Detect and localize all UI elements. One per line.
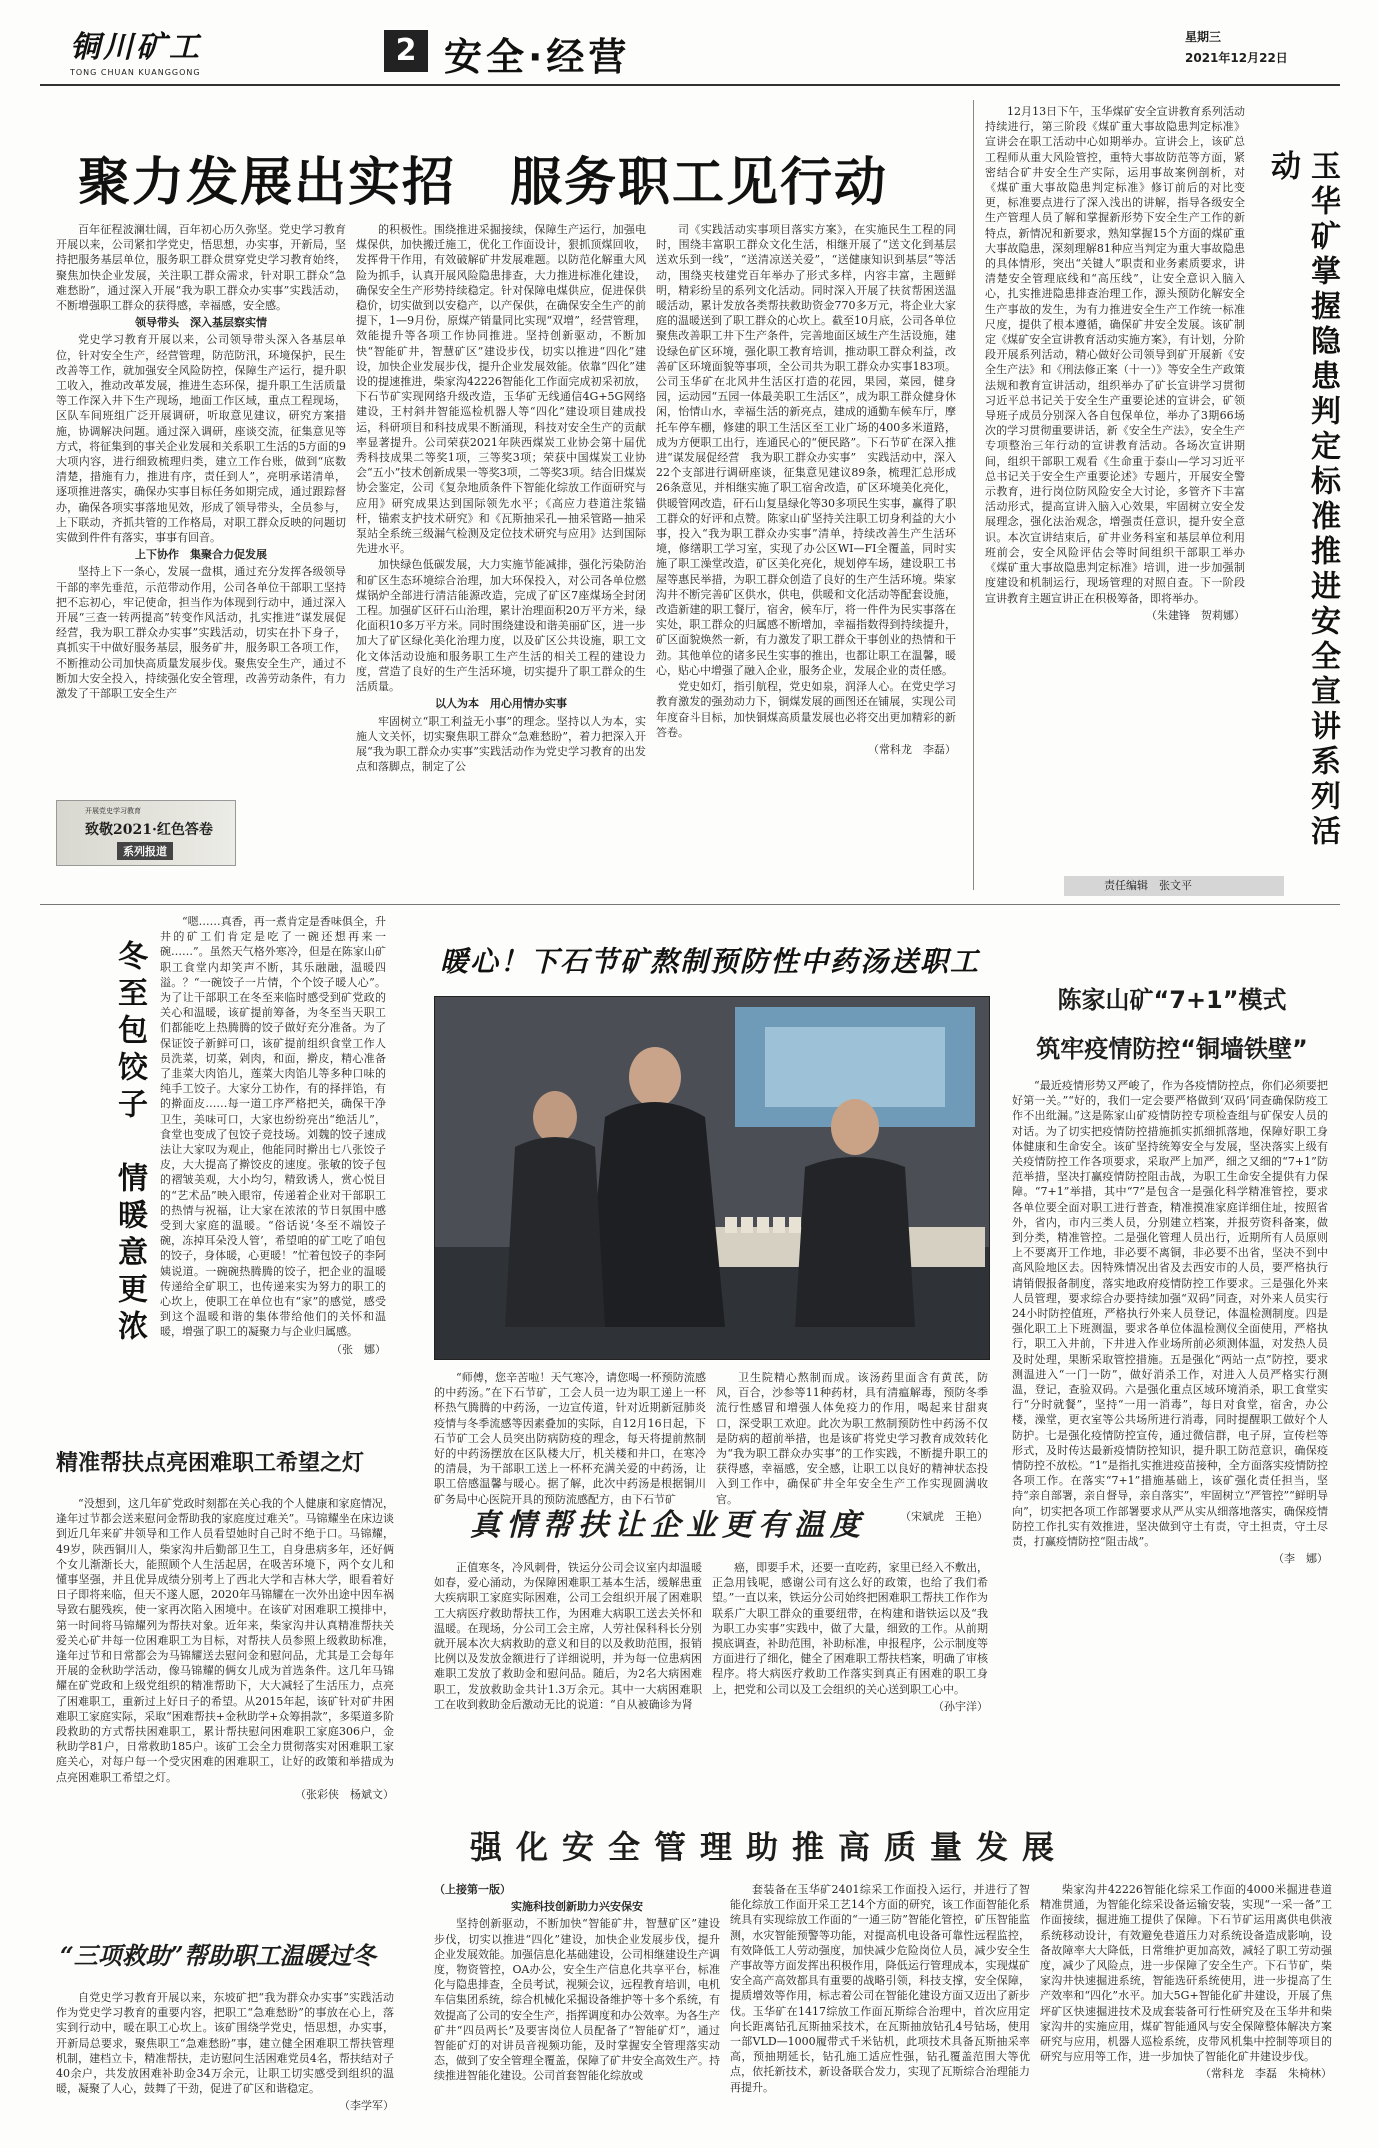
bottom-column-3 bbox=[1040, 1882, 1332, 2138]
bottom-para-2: 套装备在玉华矿2401综采工作面投入运行，并进行了智能化综放工作面开采工艺14个方面的研究，该工作面智能化系统具有实现综放工作面的“一通三防”智能化管控，矿压智能监测，水灾智能预警等功能，对提高机电设备可靠性远程监控，有效降低工人劳动强度，加快减少危险岗位人员，减少安全生产事故等方面发挥出积极作用，降低运行管理成本，实现煤矿安全高产高效都具有重要的战略引领，科技支撑，安全保障，提质增效等作用，标志着公司在智能化建设方面又迈出了新步伐。玉华矿在1417综放工作面瓦斯综合治理中，首次应用定向长距离钻孔瓦斯抽采技术，在瓦斯抽放钻孔4号钻场，使用一部VLD—1000履带式千米钻机，此项技术具备瓦斯抽采率高，预抽期延长，钻孔施工适应性强，钻孔覆盖范围大等优点，依托新技术，新设备联合发力，实现了瓦斯综合治理能力再提升。 bbox=[730, 1883, 1030, 2094]
three-para: 自党史学习教育开展以来，东坡矿把“我为群众办实事”实践活动作为党史学习教育的重要内容，把职工“急难愁盼”的事放在心上，落实到行动中，暖在职工心坎上。该矿围绕学党史，悟思想，办实事，开新局总要求，聚焦职工“急难愁盼”事，建立健全困难职工帮扶管理机制，建档立卡，精准帮扶，走访慰问生活困难党员4名，帮扶结对子40余户，共发放困难补助金34万余元，让职工切实感受到组织的温暖，凝聚了人心，鼓舞了干劲，促进了矿区和谐稳定。 bbox=[56, 1991, 394, 2096]
lead-intro: 百年征程波澜壮阔，百年初心历久弥坚。党史学习教育开展以来，公司紧扣学党史，悟思想，办实事，开新局，坚持把服务基层单位，服务职工群众贯穿党史学习教育始终，聚焦加快企业发展，关注职工群众需求，针对职工群众“急难愁盼”，通过深入开展“我为职工群众办实事”实践活动，不断增强职工群众的获得感，幸福感，安全感。 bbox=[56, 223, 346, 313]
lead-subheading-1: 领导带头 深入基层察实情 bbox=[135, 316, 267, 330]
lead-column-1 bbox=[56, 222, 346, 702]
medicine-photo-scene bbox=[435, 997, 990, 1360]
lead-para-5: 牢固树立“职工利益无小事”的理念。坚持以人为本，实施人文关怀，切实聚焦职工群众“急难愁盼”，着力把深入开展“我为职工群众办实事”实践活动作为党史学习教育的出发点和落脚点，制定了公 bbox=[356, 714, 646, 774]
lead-para-2: 坚持上下一条心，发展一盘棋，通过充分发挥各级领导干部的率先垂范，示范带动作用，公司各单位干部职工坚持把不忘初心，牢记使命，担当作为体现到行动中，通过深入开展“三查一转两提高”转变作风活动，扎实推进“谋发展促经营，我为职工群众办实事”实践活动，切实在扑下身子，真抓实干中做好服务基层，服务矿井，服务职工各项工作，不断推动公司加快高质量发展步伐。聚焦安全生产，通过不断加大安全投入，持续强化安全管理，改善劳动条件，有力激发了干部职工安全生产 bbox=[56, 565, 346, 701]
dumplings-headline: 冬至包饺子 情暖意更浓 bbox=[112, 940, 147, 1347]
bottom-para-1: 坚持创新驱动，不断加快“智能矿井，智慧矿区”建设步伐，切实以推进“四化”建设，加快企业发展步伐，提升企业发展效能。加强信息化基础建设，公司相继建设生产调度，物资管控，OA办公，安全生产信息化共享平台，标准化与隐患排查，全员考试，视频会议，远程教育培训，电机车信集团系统，综合机械化采掘设备维护等十多个系统，有效提高了公司的安全生产，指挥调度和办公效率。为各生产矿井“四员两长”及要害岗位人员配备了“智能矿灯”，通过智能矿灯的对讲员音视频功能，及时掌握安全管理落实动态，做到了安全管理全覆盖，保障了矿井安全高效生产。持续推进智能化建设。公司首套智能化综放或 bbox=[434, 1917, 720, 2083]
issue-date: 2021年12月22日 bbox=[1185, 51, 1288, 65]
help-byline: （张彩侠 杨斌文） bbox=[295, 1787, 394, 1801]
editor-box bbox=[1064, 876, 1284, 896]
banner-sub-text: 系列报道 bbox=[117, 842, 173, 860]
lead-headline: 聚力发展出实招 服务职工见行动 bbox=[78, 152, 889, 213]
lead-para-6: 司《实践活动实事项目落实方案》，在实施民生工程的同时，围绕丰富职工群众文化生活，相继开展了“送文化到基层 送欢乐到一线”，“送清凉送关爱”，“送健康知识到基层”等活动，围绕夹枝建党百年举办了形式多样，内容丰富，主题鲜明，精彩纷呈的系列文化活动。同时深入开展了扶贫帮困送温暖活动，累计发放各类帮扶救助资金770多万元，将企业大家庭的温暖送到了职工群众的心坎上。截至10月底，公司各单位聚焦改善职工井下生产条件，完善地面区域生产生活设施，建设绿色矿区环境，强化职工教育培训，推动职工群众利益，改善矿区环境面貌等事项，全公司共为职工群众办实事183项。公司玉华矿在北风井生活区打造的花园，果园，菜园，健身园，运动园“五园一体最美职工生活区”，成为职工群众健身休闲，怡情山水，幸福生活的新亮点，建成的通勤车候车厅，摩托车停车棚，修建的职工生活区至工业广场的400多米道路，成为方便职工出行，连通民心的“便民路”。下石节矿在深入推进“谋发展促经营 我为职工群众办实事” 实践活动中，深入22个支部进行调研座谈，征集意见建议89条，梳理汇总形成26条意见，并相继实施了职工宿舍改造，矿区环境美化亮化，供暖管网改造，矸石山复垦绿化等30多项民生实事，赢得了职工群众的好评和点赞。陈家山矿坚持关注职工切身利益的大小事，投入“我为职工群众办实事”清单，持续改善生产生活环境，修缮职工学习室，实现了办公区WI—FI全覆盖，同时实施了职工澡堂改造，矿区美化亮化，规划停车场，建设职工书屋等惠民举措，为职工群众创造了良好的生产生活环境。柴家沟井不断完善矿区供水，供电，供暖和文化活动等配套设施，改造新建的职工餐厅，宿舍，候车厅，将一件件为民实事落在实处，职工群众的归属感不断增加，幸福指数得到持续提升，矿区面貌焕然一新，有力激发了职工群众干事创业的热情和干劲。其他单位的诸多民生实事的推出，也都让职工在温馨，暖心，贴心中增强了融入企业，服务企业，发展企业的责任感。 bbox=[656, 223, 967, 677]
banner-small-text: 开展党史学习教育 bbox=[85, 807, 141, 815]
lead-right-divider bbox=[973, 100, 974, 890]
lead-para-4: 加快绿色低碳发展，大力实施节能减排，强化污染防治和矿区生态环境综合治理，加大环保投入，对公司各单位燃煤锅炉全部进行清洁能源改造，完成了矿区7座煤场全封闭工程。加强矿区矸石山治理，累计治理面积20万平方米，绿化面积10多万平方米。同时围绕建设和谐美丽矿区，进一步加大了矿区绿化美化治理力度，以及矿区公共设施，职工文化文体活动设施和服务职工生产生活的相关工程的建设力度，营造了良好的生产生活环境，切实提升了职工群众的生活质量。 bbox=[356, 558, 646, 694]
chenjia-headline-block bbox=[1012, 980, 1332, 1064]
lead-para-3: 的积极性。围绕推进采掘接续，保障生产运行，加强电煤保供，加快搬迁施工，优化工作面设计，狠抓顶煤回收，发挥骨干作用，有效破解矿井发展难题。以防范化解重大风险为抓手，认真开展风险隐患排查，大力推进标准化建设，确保安全生产形势持续稳定。针对保障电煤供应，促进保供稳价，切实做到以安稳产，以产保供，在确保安全生产的前提下，1—9月份，原煤产销量同比实现“双增”，经营管理，效能提升等各项工作协同推进。坚持创新驱动，不断加快“智能矿井，智慧矿区”建设步伐，切实以推进“四化”建设，加快企业发展步伐，提升企业发展效能。依靠“四化”建设的提速推进，柴家沟42226智能化工作面完成初采初放，下石节矿实现网络升级改造，玉华矿无线通信4G+5G网络建设，王村斜井智能巡检机器人等“四化”建设项目建成投运，科研项目和科技成果不断涌现，科技对安全生产的贡献率显著提升。公司荣获2021年陕西煤炭工业协会第十届优秀科技成果二等奖1项，三等奖3项；荣获中国煤炭工业协会“五小”技术创新成果一等奖3项，二等奖3项。结合旧煤炭协会鉴定，公司《复杂地质条件下智能化综放工作面研究与应用》研究成果达到国际领先水平；《高应力巷道注浆锚杆，锚索支护技术研究》和《瓦斯抽采孔—抽采管路—抽采泵站全系统三级漏气检测及定位技术研究与应用》达到国际先进水平。 bbox=[356, 223, 646, 556]
masthead-logo-block bbox=[70, 22, 270, 77]
yuhua-headline: 玉华矿掌握隐患判定标准推进安全宣讲系列活动 bbox=[1265, 150, 1340, 850]
sincere-body-left bbox=[434, 1560, 702, 1713]
sincere-para-1: 正值寒冬，冷风刺骨，铁运分公司会议室内却温暖如春，爱心涌动，为保障困难职工基本生活，缓解患重大疾病职工家庭实际困难，公司工会组织开展了困难职工大病医疗救助帮扶工作，为困难大病职工送去关怀和温暖。在现场，分公司工会主席，人劳社保科科长分别就开展本次大病救助的意义和目的以及救助范围，报销比例以及发放金额进行了详细说明，并为每一位患病困难职工发放了救助金和慰问品。随后，为2名大病困难职工，发放救助金共计1.3万余元。其中一大病困难职工在收到救助金后激动无比的说道：“自从被确诊为肾 bbox=[434, 1561, 702, 1711]
medicine-para-1: “师傅，您辛苦啦！天气寒冷，请您喝一杯预防流感的中药汤。”在下石节矿，工会人员一边为职工递上一杯杯热气腾腾的中药汤，一边宣传道，针对近期新冠肺炎疫情与冬季流感等因素叠加的实际，自12月16日起，下石节矿工会人员突出防病防疫的理念，每天将提前熬制好的中药汤摆放在区队楼大厅，机关楼和井口，在寒冷的清晨，为干部职工送上一杯杯充满关爱的中药汤，让职工倍感温馨与暖心。据了解，此次中药汤是根据铜川矿务局中心医院开具的预防流感配方，由下石节矿 bbox=[434, 1371, 706, 1506]
chenjia-body bbox=[1012, 1078, 1328, 1724]
dumplings-para: “嗯……真香，再一煮肯定是香味俱全，升井的矿工们肯定是吃了一碗还想再来一碗……”。虽然天气格外寒冷，但是在陈家山矿职工食堂内却笑声不断，其乐融融，温暖四溢。？“一碗饺子一片情，个个饺子暖人心”。为了让干部职工在冬至来临时感受到矿党政的关心和温暖，该矿提前筹备，为冬至当天职工们都能吃上热腾腾的饺子做好充分准备。为了保证饺子新鲜可口，该矿提前组织食堂工作人员洗菜，切菜，剁肉，和面，擀皮，精心准备了韭菜大肉馅儿，莲菜大肉馅儿等多种口味的纯手工饺子。大家分工协作，有的择拌馅，有的擀面皮……每一道工序严格把关，确保干净卫生，美味可口，大家也纷纷亮出“绝活儿”，食堂也变成了包饺子竞技场。刘魏的饺子速成法让大家叹为观止，他能同时擀出七八张饺子皮，大大提高了擀饺皮的速度。张敏的饺子包的褶皱美观，大小均匀，精致诱人，赏心悦目的“艺术品”映入眼帘，传递着企业对干部职工的热情与祝福，让大家在浓浓的节日氛围中感受到大家庭的温暖。“俗话说‘冬至不端饺子碗，冻掉耳朵没人管’，希望咱的矿工吃了咱包的饺子，身体暖，心更暖！”忙着包饺子的李阿姨说道。一碗碗热腾腾的饺子，把企业的温暖传递给全矿职工，也传递来实为努力的职工的心坎上，使职工在单位也有“家”的感觉，感受到这个温暖和谐的集体带给他们的关怀和温暖，增强了职工的凝聚力与企业归属感。 bbox=[160, 915, 386, 1339]
yuhua-article-body bbox=[985, 104, 1245, 864]
bottom-column-1 bbox=[434, 1882, 720, 2138]
medicine-para-2: 卫生院精心熬制而成。该汤药里面含有黄芪，防风，百合，沙参等11种药材，具有清瘟解毒，预防冬季流行性感冒和增强人体免疫力的作用，喝起来甘甜爽口，深受职工欢迎。此次为职工熬制预防性中药汤不仅是防病的超前举措，也是该矿将党史学习教育成效转化为“我为职工群众办实事”的工作实践，不断提升职工的获得感，幸福感，安全感，让职工以良好的精神状态投入到工作中，确保矿井全年安全生产工作实现圆满收官。 bbox=[716, 1371, 988, 1506]
bottom-para-3: 柴家沟井42226智能化综采工作面的4000米掘进巷道精准贯通，为智能化综采设备运输安装，实现“一采一备”工作面接续，掘进施工提供了保障。下石节矿运用离供电供液系统移动设计，有效避免巷道压力对系统设备造成影响，设备故障率大大降低，日常维护更加高效，减轻了职工劳动强度，减少了风险点，进一步保障了安全生产。下石节矿，柴家沟井快速掘进系统，智能选矸系统使用，进一步提高了生产效率和“四化”水平。加大5G+智能化矿井建设，开展了焦坪矿区快速掘进技术及成套装备可行性研究及在玉华井和柴家沟井的实施应用，煤矿智能通风与安全保障整体解决方案研究与应用，机器人巡检系统，皮带风机集中控制等项目的研究与应用等工作，进一步加快了智能化矿井建设步伐。 bbox=[1040, 1883, 1332, 2064]
issue-date-block bbox=[1185, 28, 1325, 66]
weekday: 星期三 bbox=[1185, 30, 1222, 44]
series-banner bbox=[56, 800, 236, 866]
editor-credit: 责任编辑 张文平 bbox=[1104, 879, 1192, 892]
bottom-byline: （常科龙 李磊 朱椅林） bbox=[1200, 2067, 1332, 2081]
lead-para-1: 党史学习教育开展以来，公司领导带头深入各基层单位，针对安全生产，经营管理，防范防汛，环境保护，民生改善等工作，就加强安全风险防控，保障生产运行，提升职工收入，推动改革发展，推进生态环保，提升职工生活质量等工作深入井下生产现场，地面工作区域，重点工程现场，区队车间班组广泛开展调研，听取意见建议，研究方案措施，协调解决问题。通过深入调研，座谈交流，征集意见等方式，将征集到的事关企业发展和关系职工生活的5方面的9大项内容，进行细致梳理归类，建立工作台账，做到“底数清楚，措施有力，推进有序，责任到人”，亮明承诺清单，逐项推进落实，确保办实事目标任务如期完成，通过跟踪督办，确保各项实事落地见效，形成了领导带头，全员参与，上下联动，齐抓共管的工作格局，对职工群众反映的问题切实做到件件有落实，事事有回音。 bbox=[56, 333, 346, 545]
lead-byline: （常科龙 李磊） bbox=[868, 742, 956, 756]
medicine-headline: 暖心！下石节矿熬制预防性中药汤送职工 bbox=[440, 945, 981, 978]
dumplings-body bbox=[160, 914, 386, 1474]
bottom-subheading: 实施科技创新助力兴安保安 bbox=[511, 1900, 643, 1914]
chenjia-byline: （李 娜） bbox=[1273, 1552, 1328, 1566]
masthead-rule bbox=[40, 84, 1340, 86]
three-headline: “三项救助”帮助职工温暖过冬 bbox=[60, 1941, 376, 1970]
sincere-headline: 真情帮扶让企业更有温度 bbox=[470, 1508, 866, 1543]
page-number: 2 bbox=[395, 33, 417, 68]
sincere-body-right bbox=[712, 1560, 988, 1714]
section-title: 安全·经营 bbox=[444, 35, 631, 79]
help-headline: 精准帮扶点亮困难职工希望之灯 bbox=[56, 1451, 365, 1476]
upper-lower-divider bbox=[40, 904, 1340, 905]
page-number-box bbox=[384, 30, 428, 72]
lead-column-3 bbox=[656, 222, 967, 757]
dumplings-byline: （张 娜） bbox=[331, 1342, 386, 1356]
medicine-body-left bbox=[434, 1370, 706, 1508]
lead-column-2 bbox=[356, 222, 646, 775]
bottom-continued-note: （上接第一版） bbox=[434, 1883, 511, 1896]
newspaper-logo-english: TONG CHUAN KUANGGONG bbox=[70, 68, 201, 77]
chenjia-headline-1: 陈家山矿“7+1”模式 bbox=[1057, 986, 1287, 1014]
banner-main-text: 致敬2021·红色答卷 bbox=[85, 822, 213, 838]
chenjia-para: “最近疫情形势又严峻了，作为各疫情防控点，你们必须要把好第一关。”“好的，我们一定会要严格做到‘双码’同查确保防疫工作不出纰漏。”这是陈家山矿疫情防控专项检查组与矿保安人员的对话。为了切实把疫情防控措施抓实抓细抓落地，保障好职工身体健康和生命安全。该矿坚持统筹安全与发展，坚决落实上级有关疫情防控工作各项要求，采取严上加严，细之又细的“7+1”防范举措，坚决打赢疫情防控阻击战，为职工生命安全提供有力保障。“7+1”举措，其中“7”是包含一是强化科学精准管控，要求各单位要全面对职工进行普查，精准摸准家庭详细住址，按照省外，省内，市内三类人员，分别建立档案，并报劳资科备案，做到分类，精准管控。二是强化管理人员出行，近期所有人员原则上不要离开工作地，非必要不离铜，非必要不出省，坚决不到中高风险地区去。因特殊情况出省及去西安市的人员，要严格执行请销假报备制度，落实地政府疫情防控工作要求。三是强化外来人员管理，要求综合办要持续加强“双码”同查，对外来人员实行24小时防控值班，严格执行外来人员登记，体温检测制度。四是强化职工上下班测温，要求各单位体温检测仪全面使用，严格执行，职工入井前，下井进入作业场所前必须测体温，对发热人员及时处理，果断采取管控措施。五是强化“两站一点”防控，要求测温进入“一门一防”，做好消杀工作，对进入人员严格实行测温，登记，查验双码。六是强化重点区域环境消杀，职工食堂实行“分时就餐”，坚持“一用一消毒”，每日对食堂，宿舍，办公楼，澡堂，更衣室等公共场所进行消毒，同时提醒职工做好个人防护。七是强化疫情防控宣传，通过微信群，电子屏，宣传栏等形式，及时传达最新疫情防控知识，提升职工防范意识，确保疫情防控不放松。“1”是指扎实推进疫苗接种，全方面落实疫情防控各项工作。在落实“7+1”措施基础上，该矿强化责任担当，坚持“亲自部署，亲自督导，亲自落实”，牢固树立“严管控”“鲜明导向”，切实把各项工作部署要求从严从实从细落地落实，确保疫情防控工作扎实有效推进，坚决做到守土有责，守土担责，守土尽责，打赢疫情防控“阻击战”。 bbox=[1012, 1079, 1328, 1549]
sincere-para-2: 癌，即要手术，还要一直吃药，家里已经入不敷出，正急用钱呢，感谢公司有这么好的政策，也给了我们希望。”一直以来，铁运分公司始终把困难职工帮扶工作作为联系广大职工群众的重要纽带，在构建和谐铁运以及“我为职工办实事”实践中，做了大量，细致的工作。从前期摸底调查，补助范围，补助标准，申报程序，公示制度等方面进行了细化，健全了困难职工帮扶档案，明确了审核程序。将大病医疗救助工作落实到真正有困难的职工身上，把党和公司以及工会组织的关心送到职工心中。 bbox=[712, 1561, 988, 1696]
medicine-photo bbox=[434, 996, 990, 1360]
newspaper-logo: 铜川矿工 bbox=[70, 30, 202, 65]
three-byline: （李学军） bbox=[339, 2099, 394, 2113]
lead-subheading-2: 上下协作 集聚合力促发展 bbox=[135, 548, 267, 562]
lead-para-7: 党史如灯，指引航程，党史如泉，润泽人心。在党史学习教育激发的强劲动力下，铜煤发展的画图还在铺展，实现公司年度奋斗目标，加快铜煤高质量发展也必将交出更加精彩的新答卷。 bbox=[656, 680, 956, 739]
lead-subheading-3: 以人为本 用心用情办实事 bbox=[435, 697, 567, 711]
chenjia-headline-2: 筑牢疫情防控“铜墙铁壁” bbox=[1036, 1035, 1308, 1063]
help-body bbox=[56, 1496, 394, 1812]
yuhua-byline: （朱建锋 贺莉娜） bbox=[1146, 608, 1245, 622]
bottom-column-2 bbox=[730, 1882, 1030, 2138]
medicine-byline: （宋斌虎 王艳） bbox=[900, 1509, 988, 1523]
three-body bbox=[56, 1990, 394, 2130]
help-para: “没想到，这几年矿党政时刻都在关心我的个人健康和家庭情况，逢年过节都会送来慰问金帮助我的家庭度过难关”。马锦耀坐在床边谈到近几年来矿井领导和工作人员看望她时自己时不绝于口。马锦耀，49岁，陕西铜川人，柴家沟井后勤部卫生工，自身患病多年，还好俩个女儿渐渐长大，能照顾个人生活起居，在吸苦环境下，两个女儿和懂事坚强，并且优异成绩分别考上了西北大学和吉林大学，眼看着好日子即将来临，但天不遂人愿，2020年马锦耀在一次外出途中因车祸导致右腿残疾，使一家再次陷入困境中。在该矿对困难职工摸排中，第一时间将马锦耀列为帮扶对象。近年来，柴家沟井认真精准帮扶关爱关心矿井每一位困难职工为目标，对帮扶人员参照上级救助标准，逢年过节和日常都会为马锦耀送去慰问金和慰问品，尤其是工会每年开展的金秋助学活动，像马锦耀的俩女儿成为首选条件。这几年马锦耀在矿党政和上级党组织的精准帮助下，大大减轻了生活压力，点亮了困难职工，重新过上好日子的希望。从2015年起，该矿针对矿井困难职工家庭实际，采取“困难帮扶+金秋助学+众筹捐款”，多渠道多阶段救助的方式帮扶困难职工，累计帮扶慰问困难职工家庭306户，金秋助学81户，日常救助185户。该矿工会全力贯彻落实对困难职工家庭关心，对每户每一个受灾困难的困难职工，让好的政策和举措成为点亮困难职工希望之灯。 bbox=[56, 1497, 394, 1784]
bottom-headline: 强化安全管理助推高质量发展 bbox=[470, 1828, 1069, 1866]
sincere-byline: （孙宇洋） bbox=[933, 1699, 988, 1713]
yuhua-para: 12月13日下午，玉华煤矿安全宣讲教育系列活动持续进行，第三阶段《煤矿重大事故隐患判定标准》宣讲会在职工活动中心如期举办。宣讲会上，该矿总工程师从重大风险管控，重特大事故防范等方面，紧密结合矿井安全生产实际，运用事故案例剖析，对《煤矿重大事故隐患判定标准》修订前后的对比变更，标准要点进行了深入浅出的讲解，指导各级安全生产管理人员了解和掌握新形势下安全生产工作的新特点，新情况和新要求，熟知掌握15个方面的煤矿重大事故隐患，深刻理解81种应当判定为重大事故隐患的具体情形，突出“关键人”职责和业务素质要求，讲清楚安全管理底线和“高压线”，让安全意识入脑入心，扎实推进隐患排查治理工作，源头预防化解安全生产事故的发生，为有力推进安全生产工作统一标准尺度，提供了根本遵循，确保矿井安全发展。该矿制定《煤矿安全宣讲教育活动实施方案》，有计划，分阶段开展系列活动，精心做好公司领导到矿开展新《安全生产法》和《刑法修正案（十一）》等安全生产政策法规和教育宣讲活动，组织举办了矿长宣讲学习贯彻习近平总书记关于安全生产重要论述的宣讲会，矿领导班子成员分别深入各自包保单位，举办了3期66场次的学习贯彻重要讲话，新《安全生产法》，安全生产专项整治三年行动的宣讲教育活动。各场次宣讲期间，组织干部职工观看《生命重于泰山—学习习近平总书记关于安全生产重要论述》专题片，开展安全警示教育，进行岗位防风险安全大讨论，多管齐下丰富活动形式，提高宣讲入脑入心效果，牢固树立安全发展理念，强化法治观念，增强责任意识，提升安全意识。本次宣讲结束后，矿井业务科室和基层单位利用班前会，安全风险评估会等时间组织干部职工举办《煤矿重大事故隐患判定标准》培训，进一步加强制度建设和机制运行，现场管理的对照自查。下一阶段宣讲教育主题宣讲正在积极筹备，即将举办。 bbox=[985, 105, 1245, 605]
